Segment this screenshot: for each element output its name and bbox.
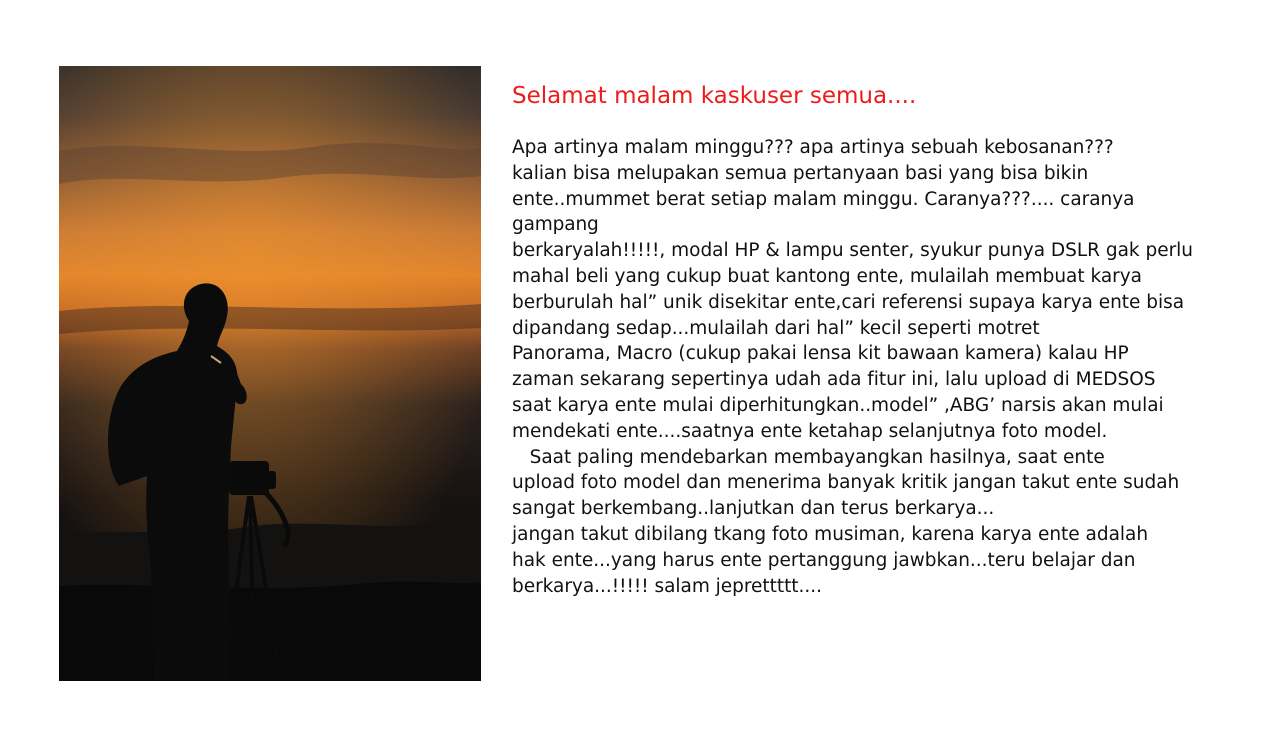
body-line: Panorama, Macro (cukup pakai lensa kit bawaan kamera) kalau HP	[512, 343, 1129, 365]
body-line: sangat berkembang..lanjutkan dan terus berkarya...	[512, 498, 995, 520]
silhouette-photographer-icon	[59, 66, 481, 681]
post-body	[512, 135, 1277, 599]
body-line: jangan takut dibilang tkang foto musiman, karena karya ente adalah	[512, 523, 1149, 545]
body-line: Apa artinya malam minggu??? apa artinya sebuah kebosanan???	[512, 137, 1114, 158]
body-line: zaman sekarang sepertinya udah ada fitur ini, lalu upload di MEDSOS	[512, 369, 1156, 391]
body-line: upload foto model dan menerima banyak kritik jangan takut ente sudah	[512, 472, 1180, 494]
body-line: kalian bisa melupakan semua pertanyaan basi yang bisa bikin	[512, 162, 1089, 184]
body-line: mahal beli yang cukup buat kantong ente, mulailah membuat karya	[512, 265, 1142, 287]
body-line: mendekati ente....saatnya ente ketahap selanjutnya foto model.	[512, 420, 1108, 442]
body-line: gampang	[512, 214, 599, 236]
post-title: Selamat malam kaskuser semua....	[512, 83, 917, 109]
silhouette-photo	[59, 66, 481, 681]
body-line: ente..mummet berat setiap malam minggu. Caranya???.... caranya	[512, 188, 1135, 210]
body-line: hak ente...yang harus ente pertanggung jawbkan...teru belajar dan	[512, 549, 1136, 571]
body-line: berkaryalah!!!!!, modal HP & lampu senter, syukur punya DSLR gak perlu	[512, 240, 1194, 262]
body-line: saat karya ente mulai diperhitungkan..model” ,ABG’ narsis akan mulai	[512, 394, 1164, 416]
body-line: dipandang sedap...mulailah dari hal” kecil seperti motret	[512, 317, 1040, 339]
body-line: berkarya...!!!!! salam jeprettttt....	[512, 575, 822, 597]
body-line: Saat paling mendebarkan membayangkan hasilnya, saat ente	[512, 446, 1105, 468]
body-line: berburulah hal” unik disekitar ente,cari referensi supaya karya ente bisa	[512, 291, 1185, 313]
